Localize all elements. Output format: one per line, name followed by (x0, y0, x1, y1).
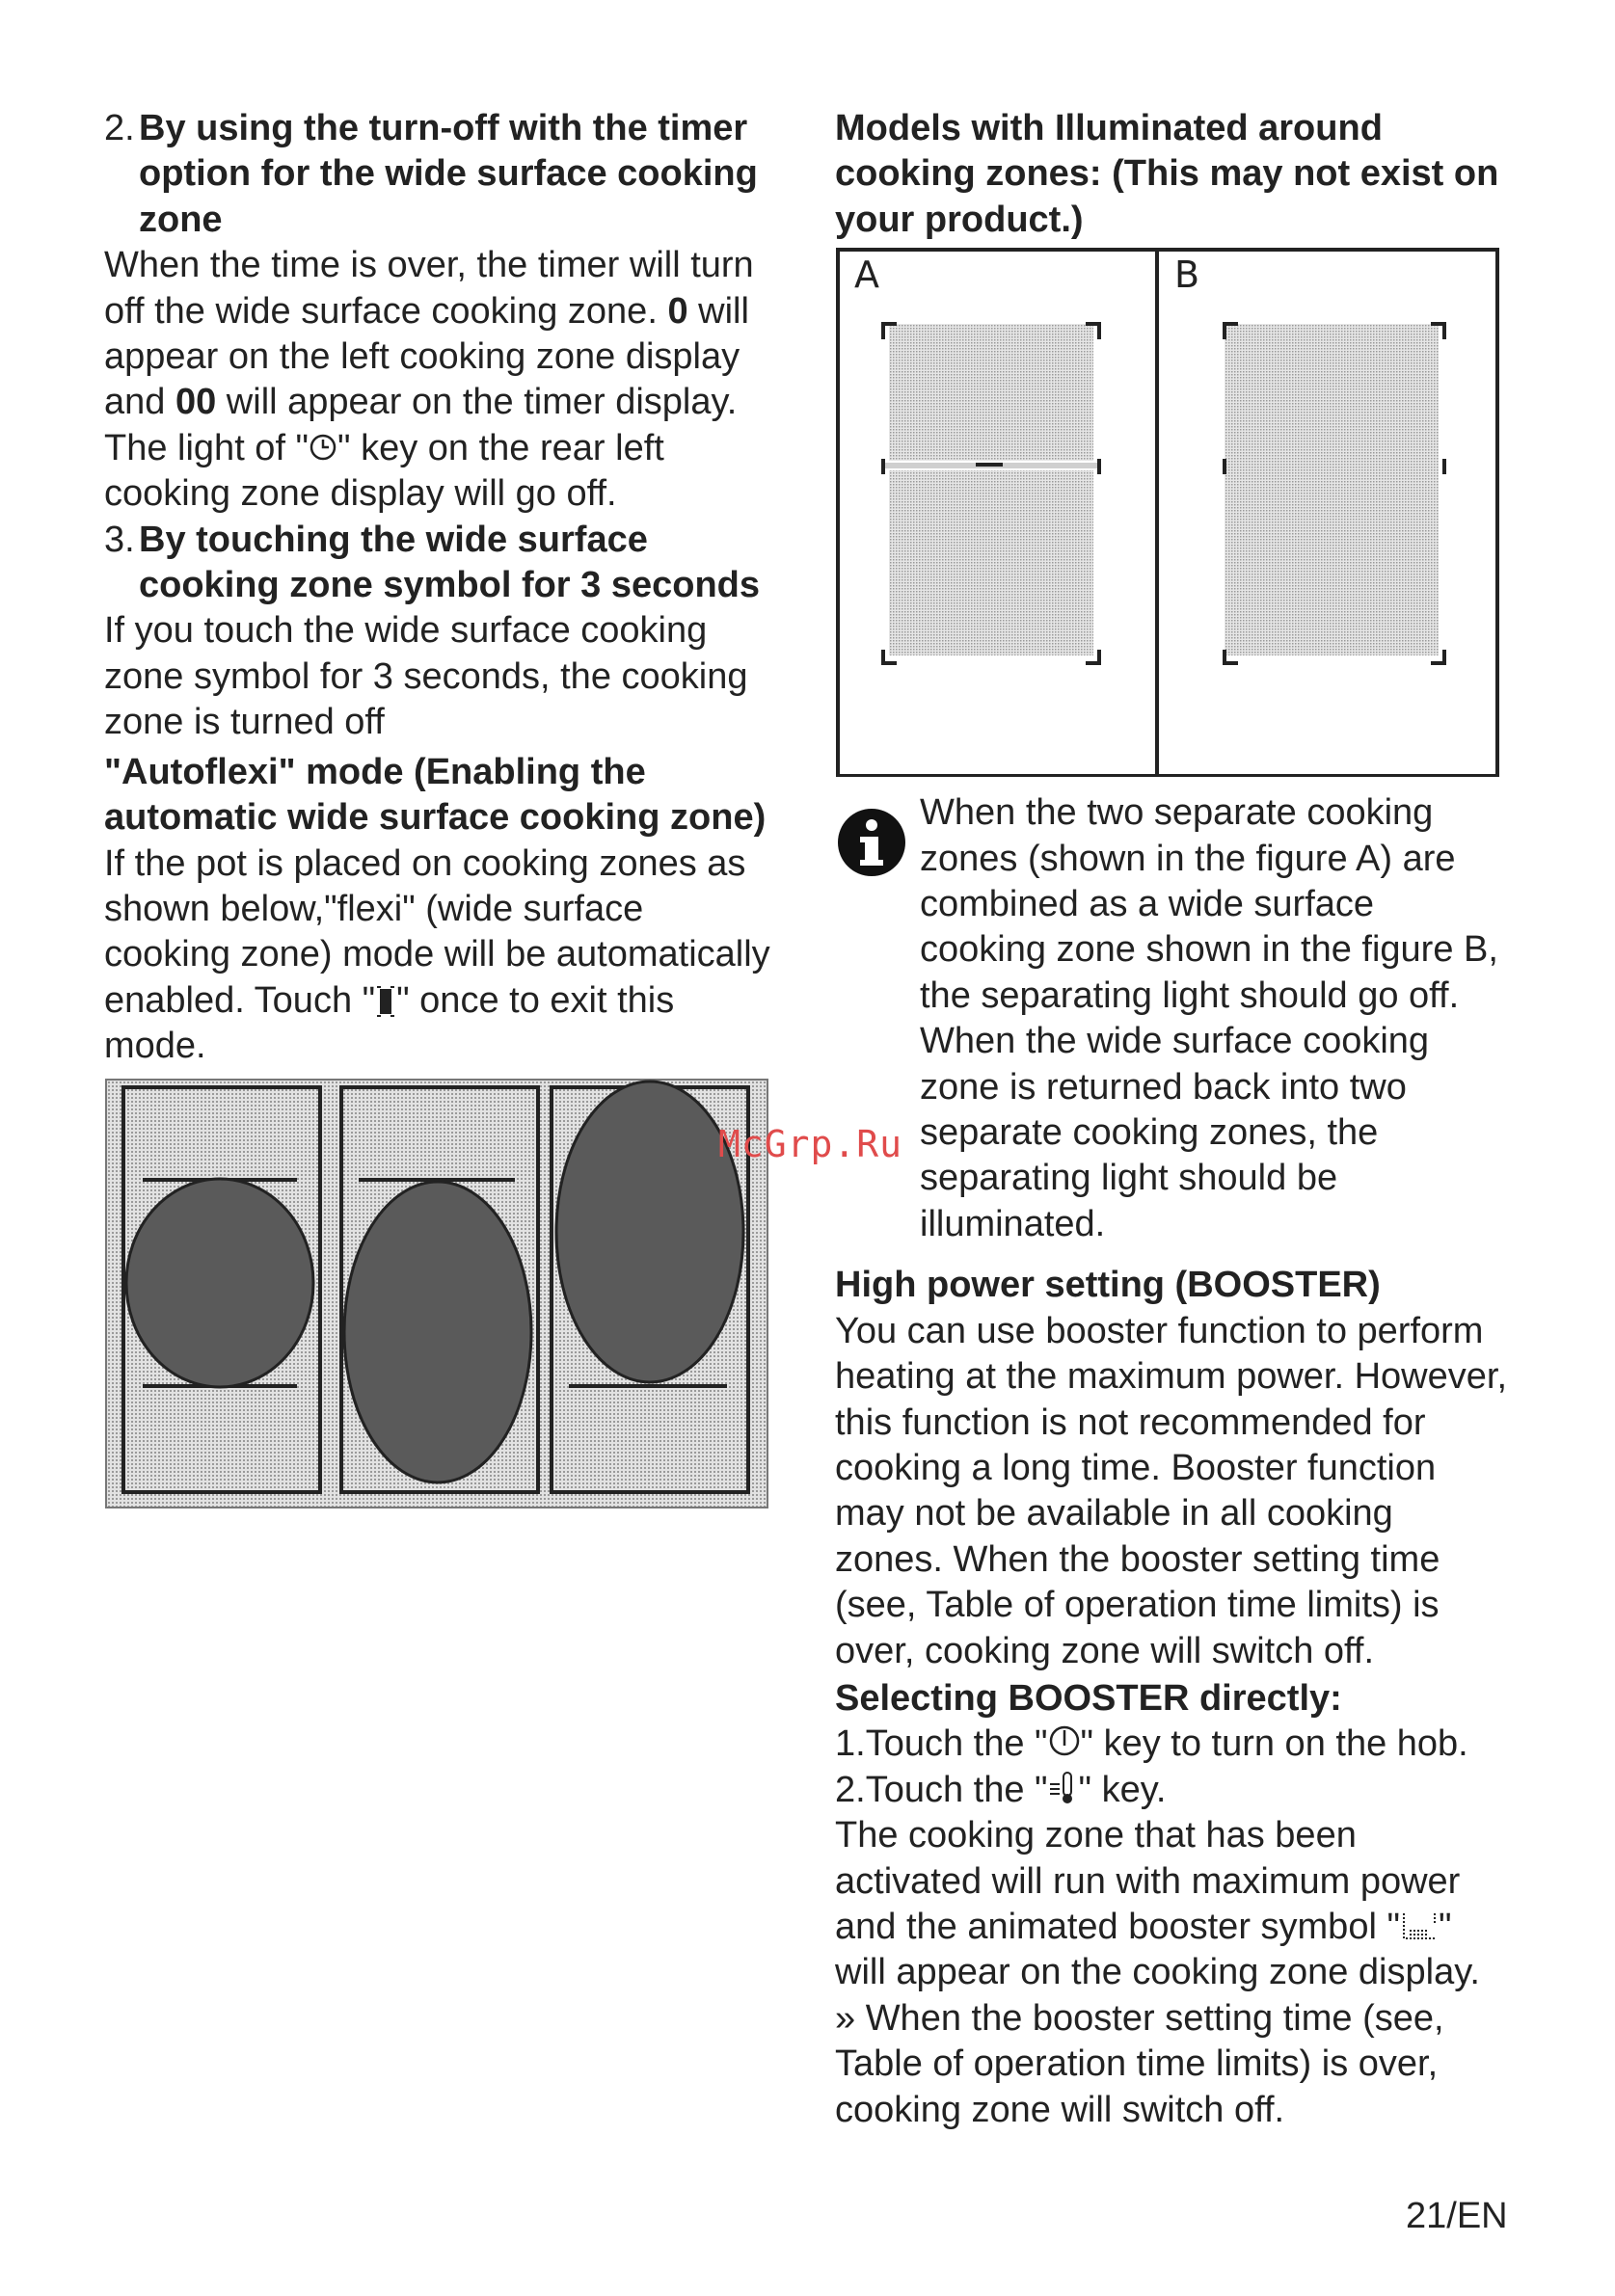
step-number: 3. (104, 519, 135, 560)
power-key-icon (1048, 1724, 1081, 1757)
zone-a-front (889, 470, 1093, 655)
autoflexi-body: If the pot is placed on cooking zones as shown below,"flexi" (wide surface cooking zone) mode will be automatically enabled. Touch " " once to exit this mode. (104, 842, 770, 1067)
autoflexi-heading: "Autoflexi" mode (Enabling the automatic wide surface cooking zone) (104, 751, 767, 839)
left-column (104, 106, 779, 1509)
zone-b-wide (1225, 324, 1439, 655)
step-2-body: When the time is over, the timer will turn off the wide surface cooking zone. 0 will appear on the left cooking zone display and 00 will appear on the timer display. The light of " " key on the rear left cooking zone display will go off. (104, 245, 754, 515)
activated-text: The cooking zone that has been activated will run with maximum power and the animated booster symbol " " will appear on the cooking zone display. (835, 1815, 1480, 1993)
autoflexi-figure (104, 1078, 769, 1509)
watermark: McGrp.Ru (718, 1123, 903, 1165)
right-column (835, 106, 1510, 2133)
step-title: By touching the wide surface cooking zone symbol for 3 seconds (139, 519, 761, 606)
step-3-heading (104, 518, 779, 609)
info-text: When the two separate cooking zones (shown in the figure A) are combined as a wide surface cooking zone shown in the figure B, the separating light should go off. When the wide surface cooking zone is returned back into two separate cooking zones, the separating light should be illuminated. (920, 792, 1498, 1244)
animated-booster-icon (1400, 1909, 1439, 1942)
zones-figure-ab (835, 247, 1510, 777)
booster-key-icon (1048, 1771, 1079, 1805)
step-2-heading (104, 106, 779, 243)
info-icon (835, 790, 920, 1247)
page-number: 21/EN (1406, 2196, 1508, 2236)
pot (556, 1081, 743, 1382)
pot (126, 1179, 313, 1387)
figure-b-label: B (1174, 254, 1200, 297)
timer-key-icon (309, 433, 337, 462)
pot (344, 1182, 531, 1482)
figure-a-label: A (854, 254, 879, 297)
info-note (835, 790, 1510, 1247)
step-1: 1.Touch the " " key to turn on the hob. (835, 1723, 1468, 1765)
step-number: 2. (104, 108, 135, 148)
step-2: 2.Touch the " " key. (835, 1769, 1167, 1810)
booster-body: You can use booster function to perform heating at the maximum power. However, this function is not recommended for cooking a long time. Booster function may not be available in all cooking zones. When the booster setting time (see, Table of operation time limits) is over, cooking zone will switch off. (835, 1310, 1508, 1671)
booster-heading: High power setting (BOOSTER) (835, 1265, 1381, 1306)
models-heading: Models with Illuminated around cooking zones: (This may not exist on your product.) (835, 108, 1499, 240)
step-title: By using the turn-off with the timer option for the wide surface cooking zone (139, 108, 758, 240)
flexi-key-icon (375, 985, 396, 1018)
selecting-booster-heading: Selecting BOOSTER directly: (835, 1677, 1342, 1719)
step-3-body: If you touch the wide surface cooking zone symbol for 3 seconds, the cooking zone is turned off (104, 610, 748, 743)
booster-note: » When the booster setting time (see, Table of operation time limits) is over, cooking zone will switch off. (835, 1997, 1444, 2130)
zone-a-rear (889, 324, 1093, 461)
